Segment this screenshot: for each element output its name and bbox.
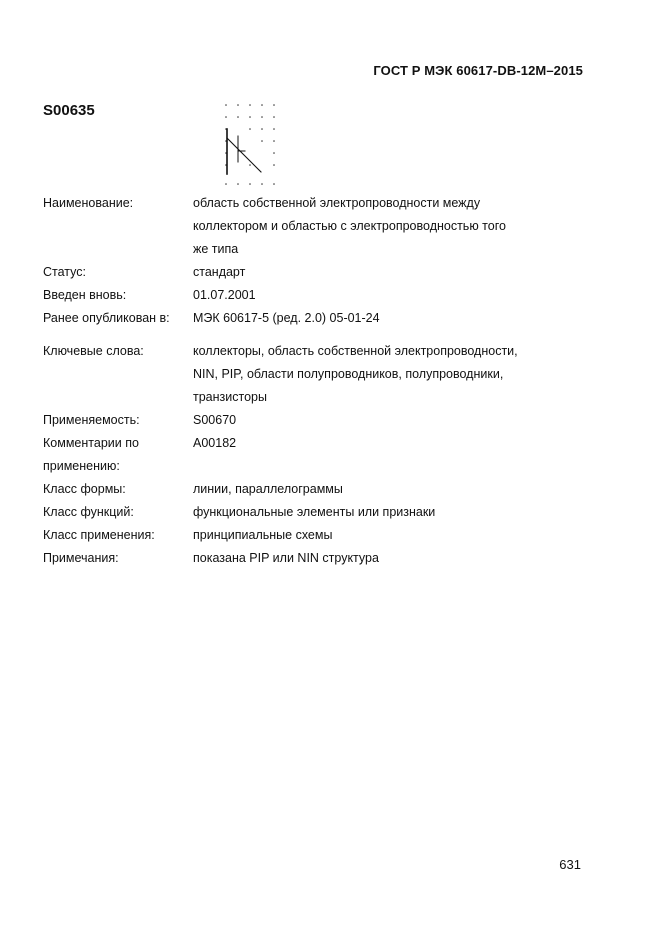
field-value: линии, параллелограммы [193,482,343,496]
field-label: Комментарии по применению: [43,436,139,473]
collector-intrinsic-region-symbol-icon [216,96,286,192]
field-value: стандарт [193,265,246,279]
field-value: 01.07.2001 [193,288,256,302]
field-function-class [43,501,563,524]
field-status [43,261,563,284]
field-previously-published [43,307,563,330]
field-label: Класс формы: [43,482,126,496]
field-label: Наименование: [43,196,134,210]
field-introduced [43,284,563,307]
field-value: коллекторы, область собственной электропроводности, NIN, PIP, области полупроводников, полупроводники, транзисторы [193,344,518,404]
field-value: показана PIP или NIN структура [193,551,379,565]
field-value: функциональные элементы или признаки [193,505,436,519]
field-label: Применяемость: [43,413,140,427]
symbol-code: S00635 [43,102,95,119]
symbol-attributes [43,192,563,570]
field-application-class [43,524,563,547]
field-label: Введен вновь: [43,288,127,302]
field-name [43,192,563,261]
field-value: область собственной электропроводности между коллектором и областью с электропроводностью того же типа [193,196,506,256]
field-label: Ключевые слова: [43,344,144,358]
field-applicability [43,409,563,432]
field-label: Статус: [43,265,86,279]
page-number: 631 [559,857,581,872]
field-notes [43,547,563,570]
field-value: A00182 [193,436,237,450]
document-header: ГОСТ Р МЭК 60617-DB-12M–2015 [373,63,583,78]
field-keywords [43,340,563,409]
field-application-notes [43,432,563,478]
field-label: Ранее опубликован в: [43,311,170,325]
field-value: S00670 [193,413,237,427]
field-shape-class [43,478,563,501]
field-value: МЭК 60617-5 (ред. 2.0) 05-01-24 [193,311,380,325]
field-label: Класс применения: [43,528,155,542]
field-label: Примечания: [43,551,119,565]
field-label: Класс функций: [43,505,134,519]
field-value: принципиальные схемы [193,528,333,542]
